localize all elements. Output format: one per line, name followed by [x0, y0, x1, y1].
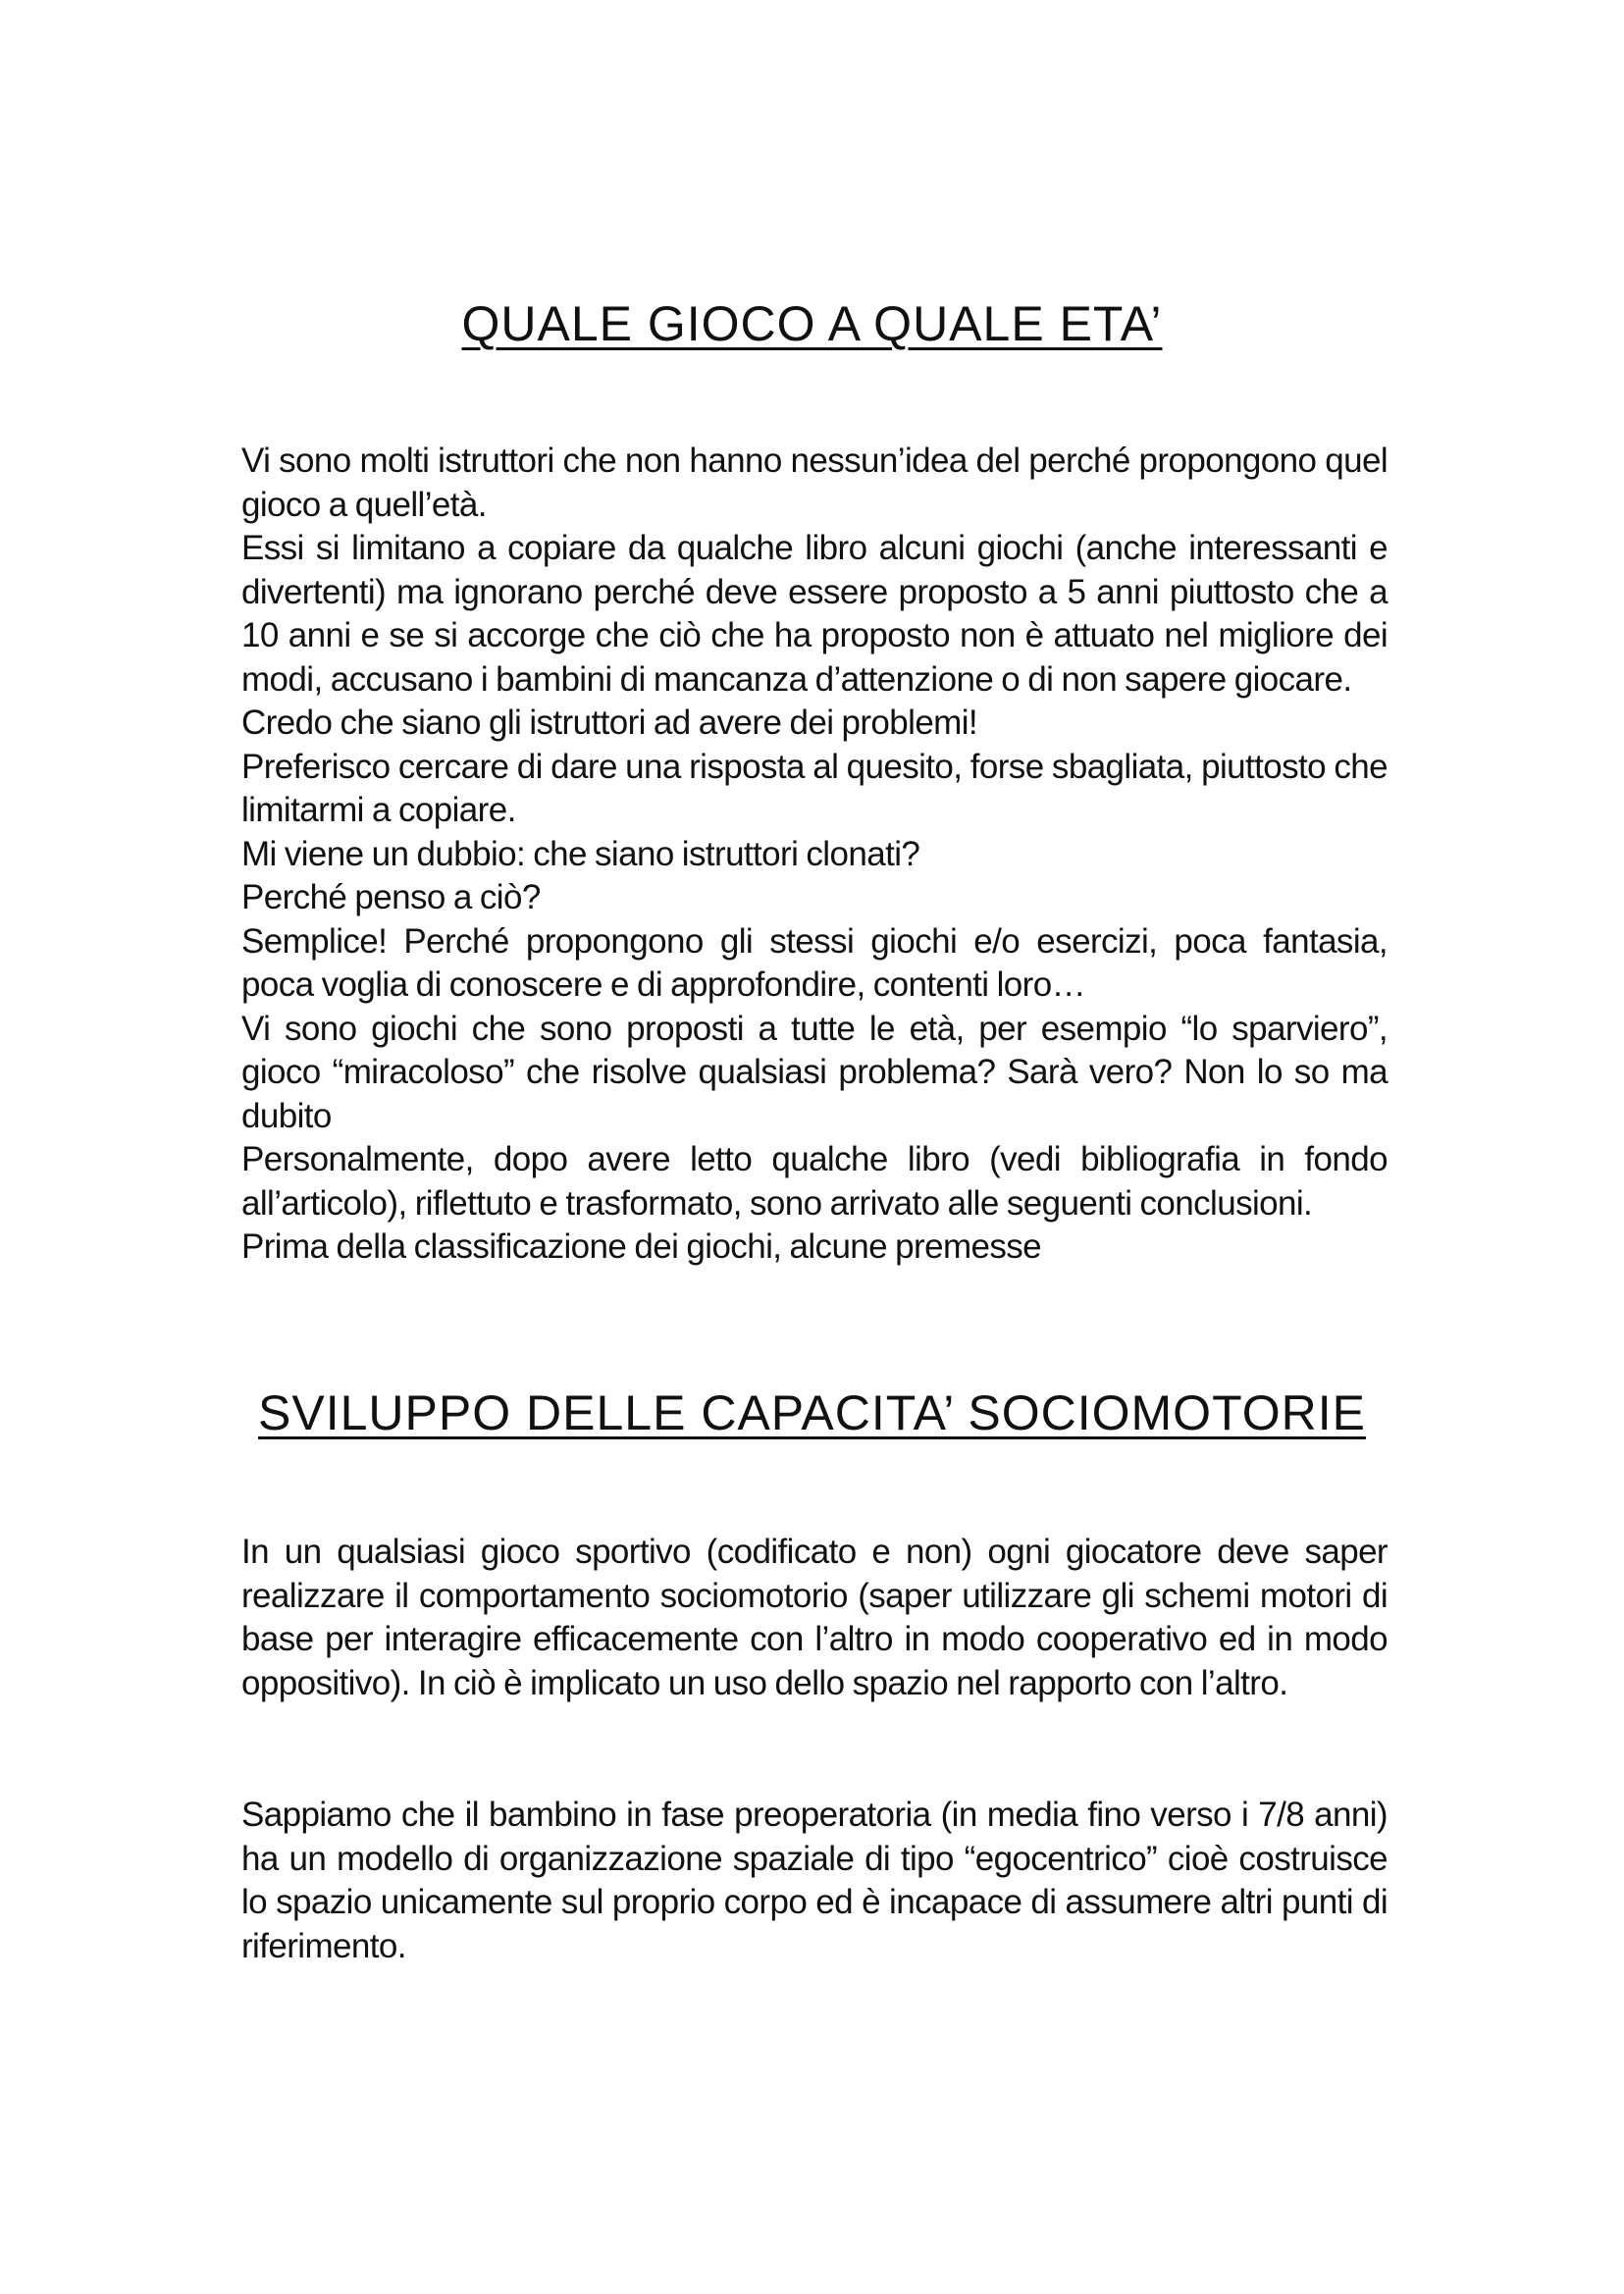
paragraph: Perché penso a ciò?	[241, 878, 541, 916]
section-text-1	[241, 1531, 1388, 1705]
paragraph: Semplice! Perché propongono gli stessi giochi e/o esercizi, poca fantasia, poca voglia di conoscere e di approfondire, contenti loro…	[241, 921, 1388, 1004]
section-title-text: SVILUPPO DELLE CAPACITA’ SOCIOMOTORIE	[258, 1385, 1366, 1440]
page-title-text: QUALE GIOCO A QUALE ETA’	[461, 296, 1163, 351]
paragraph: Essi si limitano a copiare da qualche libro alcuni giochi (anche interessanti e divertenti) ma ignorano perché deve essere proposto a 5 anni piuttosto che a 10 anni e se si accorge che ciò che ha proposto non è attuato nel migliore dei modi, accusano i bambini di mancanza d’attenzione o di non sapere giocare.	[241, 529, 1388, 699]
paragraph: Prima della classificazione dei giochi, alcune premesse	[241, 1227, 1042, 1266]
paragraph: Vi sono molti istruttori che non hanno nessun’idea del perché propongono quel gioco a quell’età.	[241, 442, 1388, 524]
section-title	[0, 1383, 1624, 1442]
section-text-2	[241, 1794, 1388, 1968]
paragraph: In un qualsiasi gioco sportivo (codificato e non) ogni giocatore deve saper realizzare il comportamento sociomotorio (saper utilizzare gli schemi motori di base per interagire efficacemente con l’altro in modo cooperativo ed in modo oppositivo). In ciò è implicato un uso dello spazio nel rapporto con l’altro.	[241, 1533, 1388, 1702]
intro-text	[241, 440, 1388, 1270]
paragraph: Sappiamo che il bambino in fase preoperatoria (in media fino verso i 7/8 anni) ha un modello di organizzazione spaziale di tipo “egocentrico” cioè costruisce lo spazio unicamente sul proprio corpo ed è incapace di assumere altri punti di riferimento.	[241, 1796, 1388, 1965]
paragraph: Credo che siano gli istruttori ad avere dei problemi!	[241, 704, 978, 742]
paragraph: Preferisco cercare di dare una risposta al quesito, forse sbagliata, piuttosto che limitarmi a copiare.	[241, 747, 1388, 829]
paragraph: Personalmente, dopo avere letto qualche libro (vedi bibliografia in fondo all’articolo), riflettuto e trasformato, sono arrivato alle seguenti conclusioni.	[241, 1140, 1388, 1223]
paragraph: Vi sono giochi che sono proposti a tutte le età, per esempio “lo sparviero”, gioco “miracoloso” che risolve qualsiasi problema? Sarà vero? Non lo so ma dubito	[241, 1009, 1388, 1135]
paragraph: Mi viene un dubbio: che siano istruttori clonati?	[241, 834, 920, 873]
page-title	[0, 294, 1624, 353]
